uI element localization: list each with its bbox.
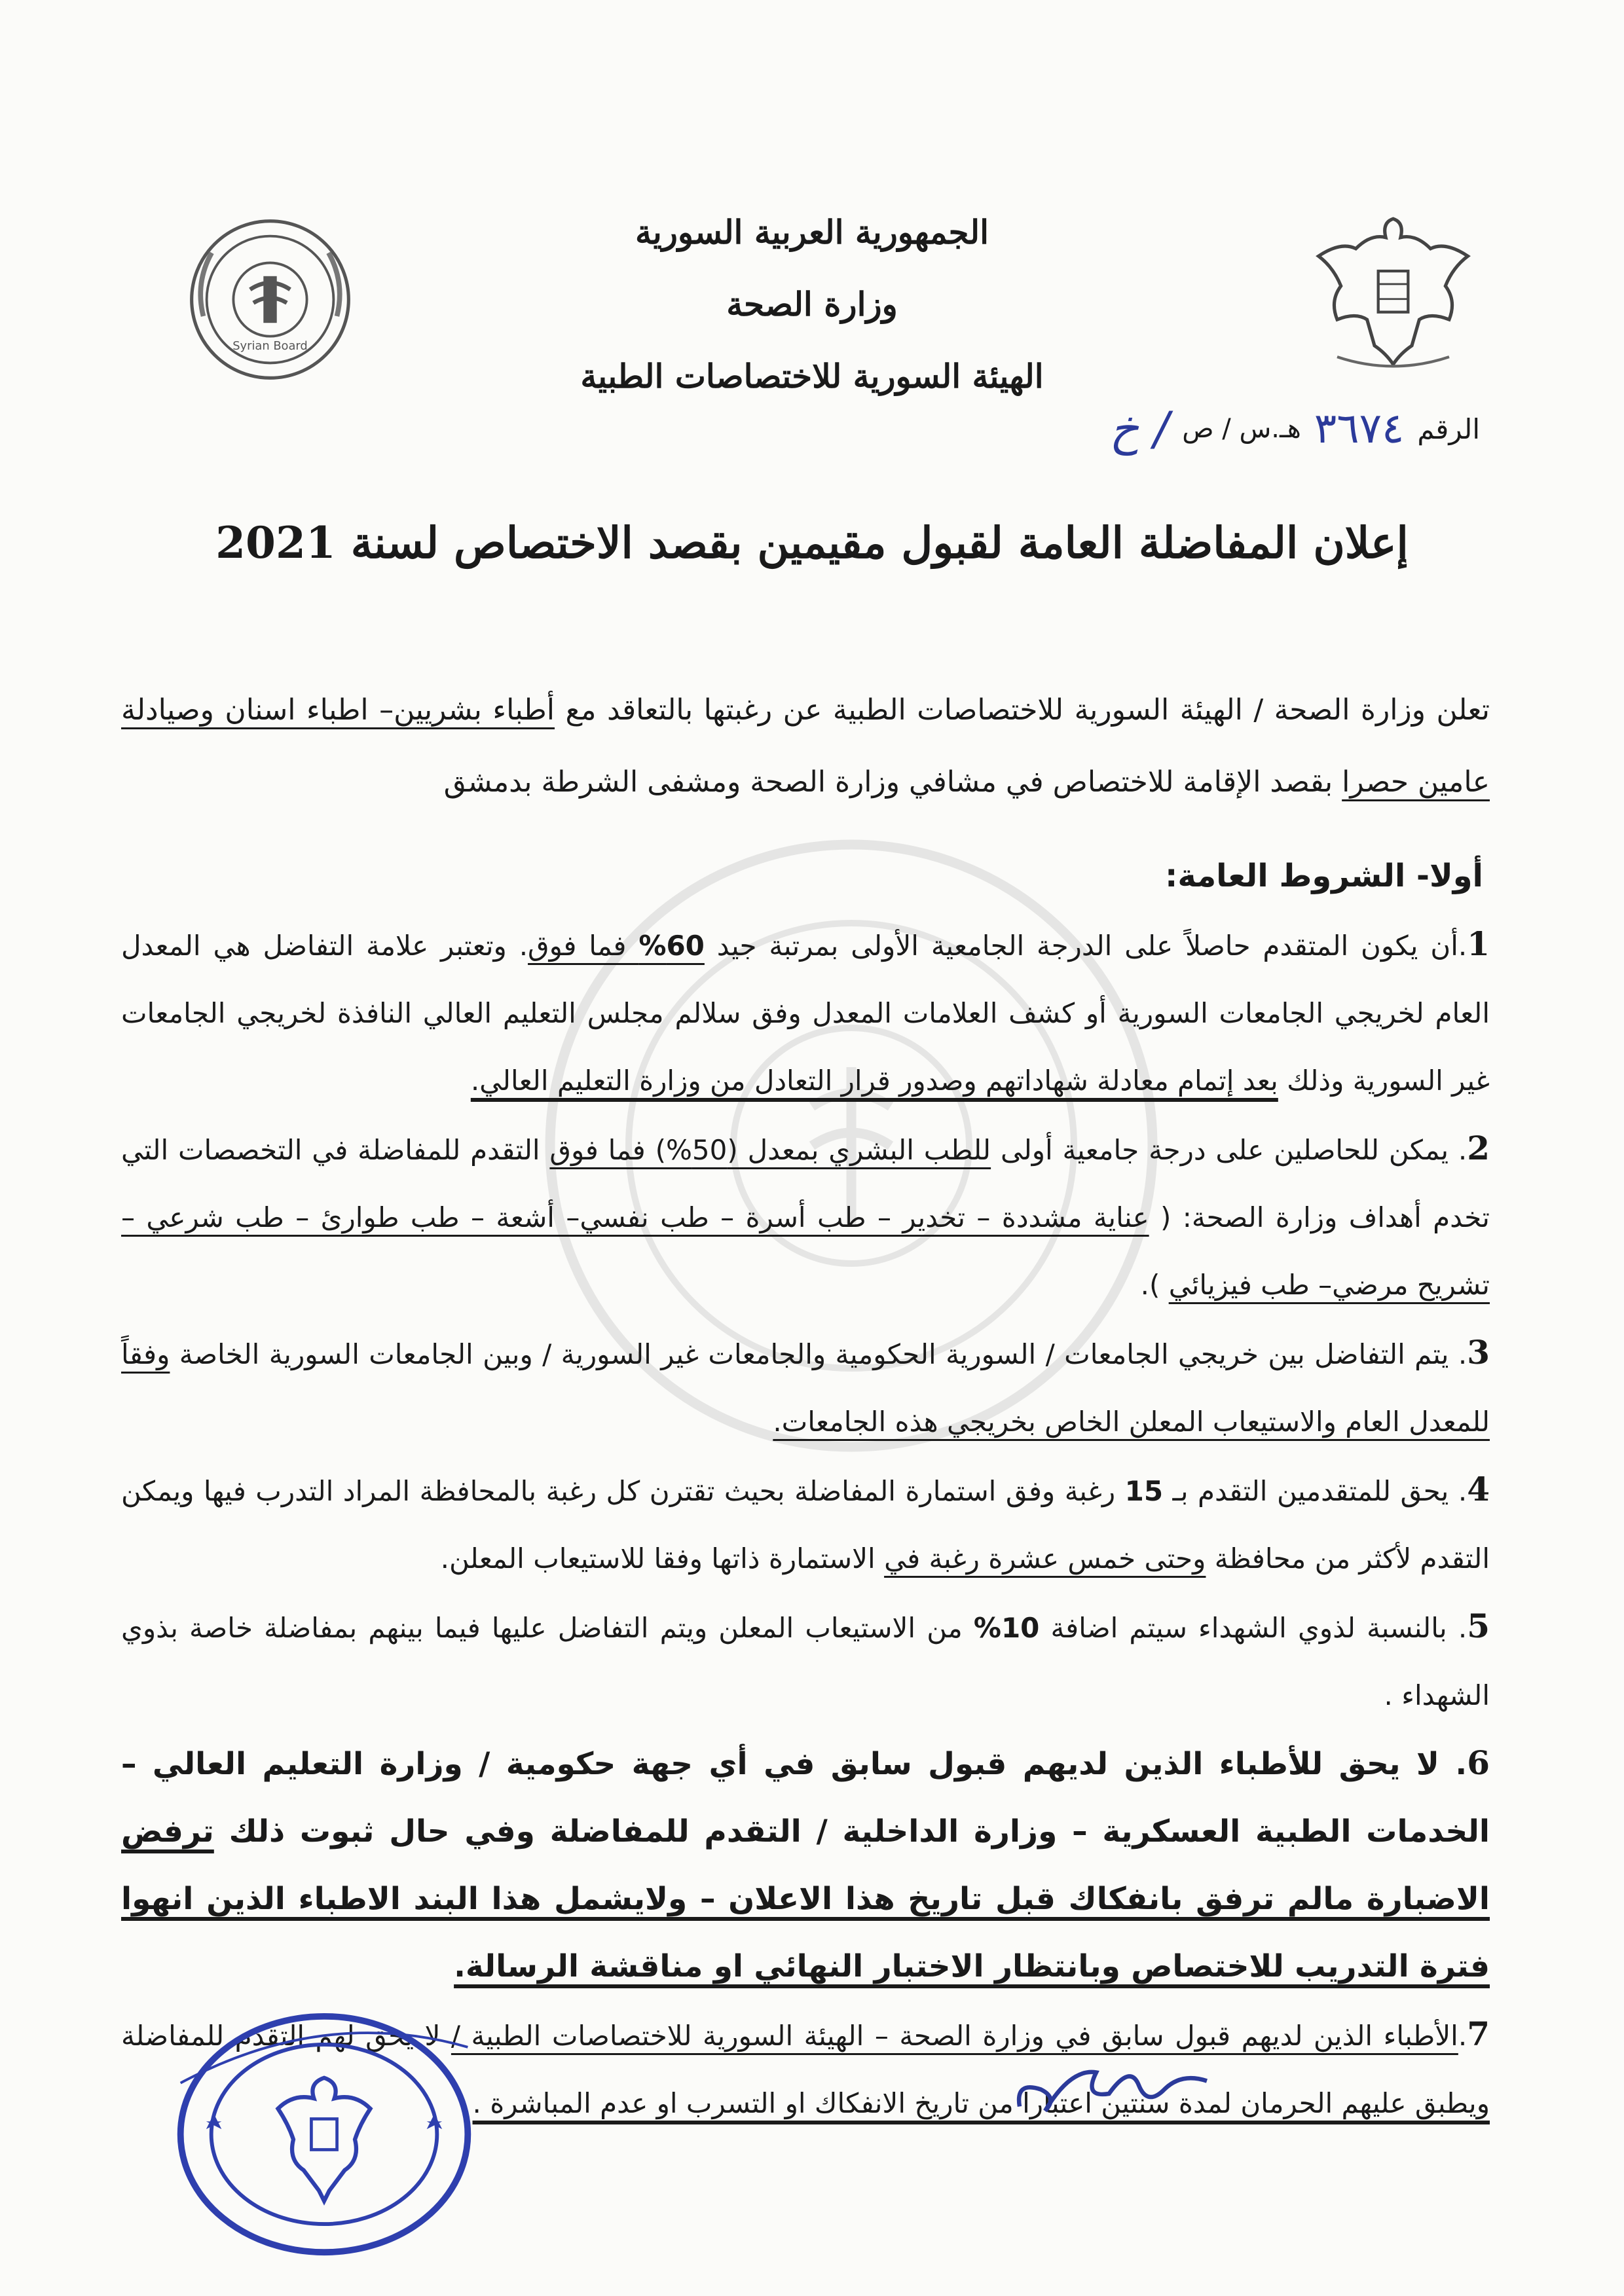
condition-item-5: 5. بالنسبة لذوي الشهداء سيتم اضافة 10% من الاستيعاب المعلن ويتم التفاضل عليها فيما بينهم بمفاضلة خاصة بذوي الشهداء . [121, 1607, 1490, 1711]
announcement-title: إعلان المفاضلة العامة لقبول مقيمين بقصد الاختصاص لسنة 2021 [215, 517, 1409, 568]
condition-item-3: 3. يتم التفاضل بين خريجي الجامعات / السورية الحكومية والجامعات غير السورية / وبين الجامعات السورية الخاصة وفقاً للمعدل العام والاستيعاب المعلن الخاص بخريجي هذه الجامعات. [121, 1333, 1490, 1438]
intro-paragraph [121, 674, 1490, 818]
letterhead [458, 196, 1166, 412]
condition-item-6: 6. لا يحق للأطباء الذين لديهم قبول سابق في أي جهة حكومية / وزارة التعليم العالي – الخدمات الطبية العسكرية – وزارة الداخلية / التقدم للمفاضلة وفي حال ثبوت ذلك ترفض الاضبارة مالم ترفق بانفكاك قبل تاريخ هذا الاعلان – ولايشمل هذا البند الاطباء الذين انهوا فترة التدريب للاختصاص وبانتظار الاختبار النهائي او مناقشة الرسالة. [121, 1743, 1490, 1984]
syrian-eagle-emblem-icon [1300, 196, 1486, 383]
reference-handwritten-mark: / خ [1109, 402, 1170, 456]
intro-professions: أطباء بشريين– اطباء اسنان وصيادلة [121, 693, 555, 727]
intro-text-2: بقصد الإقامة للاختصاص في مشافي وزارة الصحة ومشفى الشرطة بدمشق [443, 765, 1342, 799]
reference-label: الرقم [1417, 412, 1480, 445]
intro-text-1: تعلن وزارة الصحة / الهيئة السورية للاختصاصات الطبية عن رغبتها بالتعاقد مع [555, 693, 1490, 727]
condition-item-2: 2. يمكن للحاصلين على درجة جامعية أولى للطب البشري بمعدل (50%) فما فوق التقدم للمفاضلة في التخصصات التي تخدم أهداف وزارة الصحة: ( عناية مشددة – تخدير – طب أسرة – طب نفسي– أشعة – طب طوارئ – طب شرعي – تشريح مرضي– طب فيزيائي ). [121, 1129, 1490, 1301]
conditions-list [121, 910, 1490, 2137]
section-title: أولا- الشروط العامة: [1165, 858, 1483, 894]
intro-years: عامين حصرا [1342, 765, 1490, 799]
letterhead-country: الجمهورية العربية السورية [635, 213, 989, 251]
condition-item-7: 7.الأطباء الذين لديهم قبول سابق في وزارة الصحة – الهيئة السورية للاختصاصات الطبية / لا يحق لهم التقدم للمفاضلة ويطبق عليهم الحرمان لمدة سنتين اعتبارا من تاريخ الانفكاك او التسرب او عدم المباشرة . [121, 2014, 1490, 2119]
reference-code: هـ.س / ص [1182, 414, 1301, 444]
svg-text:Syrian Board: Syrian Board [232, 339, 308, 353]
letterhead-ministry: وزارة الصحة [726, 285, 898, 323]
condition-item-1: 1.أن يكون المتقدم حاصلاً على الدرجة الجامعية الأولى بمرتبة جيد 60% فما فوق. وتعتبر علامة التفاضل هي المعدل العام لخريجي الجامعات السورية أو كشف العلامات المعدل وفق سلالم مجلس التعليم العالي النافذة لخريجي الجامعات غير السورية وذلك بعد إتمام معادلة شهاداتهم وصدور قرار التعادل من وزارة التعليم العالي. [121, 924, 1490, 1097]
reference-number: ٣٦٧٤ [1314, 405, 1405, 453]
handwritten-signature-icon [1002, 2043, 1225, 2128]
syrian-board-seal-icon [187, 216, 354, 383]
letterhead-commission: الهيئة السورية للاختصاصات الطبية [580, 357, 1044, 395]
official-stamp-icon [170, 2003, 478, 2265]
reference-row [956, 393, 1480, 465]
condition-item-4: 4. يحق للمتقدمين التقدم بـ 15 رغبة وفق استمارة المفاضلة بحيث تقترن كل رغبة بالمحافظة المراد التدرب فيها ويمكن التقدم لأكثر من محافظة وحتى خمس عشرة رغبة في الاستمارة ذاتها وفقا للاستيعاب المعلن. [121, 1470, 1490, 1575]
